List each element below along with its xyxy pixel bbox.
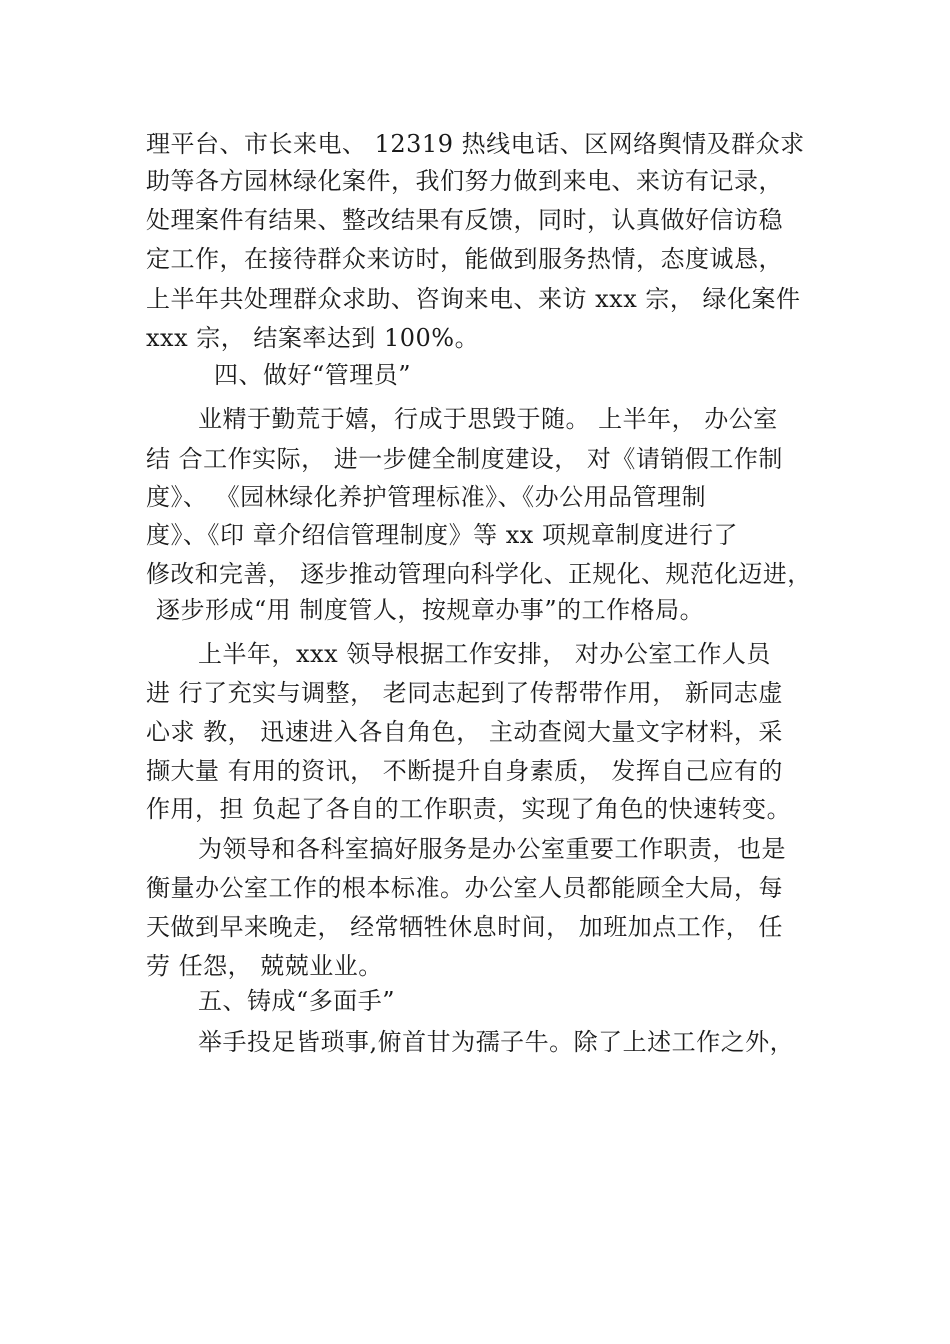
text-line: 举手投足皆琐事,俯首甘为孺子牛。除了上述工作之外， (198, 1028, 795, 1056)
section-heading: 四、做好“管理员” (214, 361, 412, 389)
text-line: 处理案件有结果、整改结果有反馈，同时，认真做好信访稳 (146, 206, 783, 234)
text-line: 为领导和各科室搞好服务是办公室重要工作职责，也是 (198, 835, 786, 863)
text-line: 业精于勤荒于嬉，行成于思毁于随。 上半年， 办公室 (198, 405, 778, 433)
text-line: 上半年共处理群众求助、咨询来电、来访 xxx 宗， 绿化案件 (146, 285, 801, 313)
text-line: 劳 任怨， 兢兢业业。 (146, 952, 383, 980)
text-line: 结 合工作实际， 进一步健全制度建设， 对《请销假工作制 (146, 445, 783, 473)
text-line: 逐步形成“用 制度管人，按规章办事”的工作格局。 (156, 596, 705, 624)
text-line: 撷大量 有用的资讯， 不断提升自身素质， 发挥自己应有的 (146, 757, 783, 785)
section-heading: 五、铸成“多面手” (198, 987, 396, 1015)
text-line: 度》、 《园林绿化养护管理标准》、《办公用品管理制 (146, 483, 707, 511)
text-line: 度》、《印 章介绍信管理制度》等 xx 项规章制度进行了 (146, 521, 738, 549)
text-line: 心求 教， 迅速进入各自角色， 主动查阅大量文字材料，采 (146, 718, 783, 746)
text-line: 天做到早来晚走， 经常牺牲休息时间， 加班加点工作， 任 (146, 913, 783, 941)
text-line: 进 行了充实与调整， 老同志起到了传帮带作用， 新同志虚 (146, 679, 783, 707)
text-line: 定工作，在接待群众来访时，能做到服务热情，态度诚恳， (146, 245, 783, 273)
text-line: 衡量办公室工作的根本标准。办公室人员都能顾全大局，每 (146, 874, 783, 902)
text-line: 助等各方园林绿化案件，我们努力做到来电、来访有记录， (146, 167, 783, 195)
text-line: xxx 宗， 结案率达到 100%。 (146, 324, 480, 352)
text-line: 修改和完善， 逐步推动管理向科学化、正规化、规范化迈进， (146, 560, 812, 588)
text-line: 作用，担 负起了各自的工作职责，实现了角色的快速转变。 (146, 795, 792, 823)
text-line: 上半年，xxx 领导根据工作安排， 对办公室工作人员 (198, 640, 771, 668)
text-line: 理平台、市长来电、 12319 热线电话、区网络舆情及群众求 (146, 130, 805, 158)
